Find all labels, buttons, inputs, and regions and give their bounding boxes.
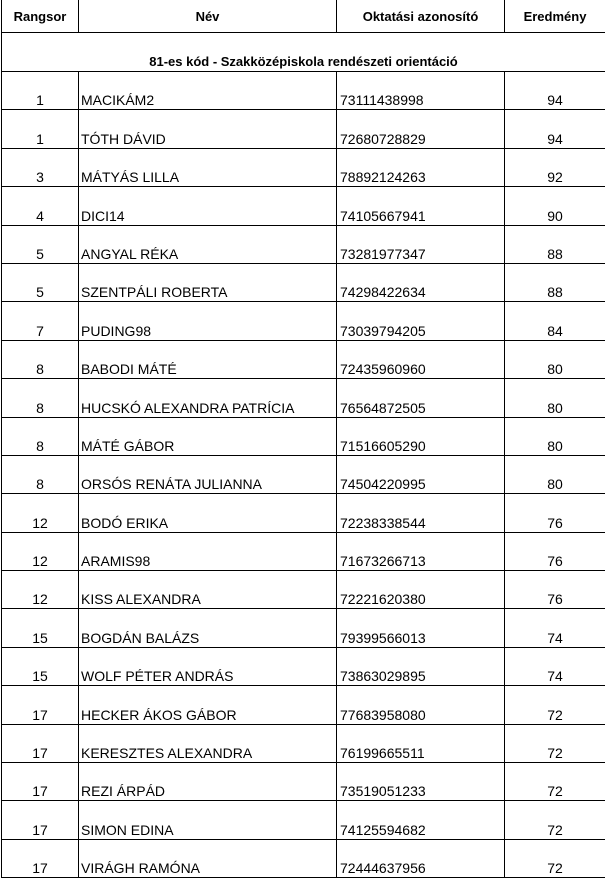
table-row — [2, 148, 605, 186]
id-cell: 76199665511 — [337, 724, 505, 762]
result-cell: 76 — [505, 571, 605, 609]
name-cell: BABODI MÁTÉ — [79, 340, 337, 378]
table-row — [2, 455, 605, 493]
result-cell: 74 — [505, 647, 605, 685]
name-cell: BODÓ ERIKA — [79, 494, 337, 532]
name-cell: REZI ÁRPÁD — [79, 763, 337, 801]
table-row — [2, 839, 605, 877]
result-cell: 88 — [505, 263, 605, 301]
result-cell: 94 — [505, 110, 605, 148]
result-cell: 74 — [505, 609, 605, 647]
table-row — [2, 686, 605, 724]
header-row — [2, 0, 605, 33]
id-cell: 78892124263 — [337, 148, 505, 186]
rank-cell: 17 — [2, 724, 79, 762]
result-cell: 80 — [505, 379, 605, 417]
name-cell: SZENTPÁLI ROBERTA — [79, 263, 337, 301]
table-row — [2, 647, 605, 685]
table-row — [2, 801, 605, 839]
table-row — [2, 72, 605, 110]
header-id: Oktatási azonosító — [337, 0, 505, 33]
result-cell: 72 — [505, 763, 605, 801]
header-result: Eredmény — [505, 0, 605, 33]
id-cell: 72680728829 — [337, 110, 505, 148]
id-cell: 74298422634 — [337, 263, 505, 301]
table-row — [2, 609, 605, 647]
id-cell: 76564872505 — [337, 379, 505, 417]
table-row — [2, 340, 605, 378]
rank-cell: 8 — [2, 417, 79, 455]
result-cell: 84 — [505, 302, 605, 340]
header-rank: Rangsor — [2, 0, 79, 33]
name-cell: KERESZTES ALEXANDRA — [79, 724, 337, 762]
name-cell: VIRÁGH RAMÓNA — [79, 839, 337, 877]
header-name: Név — [79, 0, 337, 33]
id-cell: 77683958080 — [337, 686, 505, 724]
result-cell: 76 — [505, 494, 605, 532]
result-cell: 72 — [505, 686, 605, 724]
result-cell: 80 — [505, 455, 605, 493]
rank-cell: 12 — [2, 494, 79, 532]
name-cell: BOGDÁN BALÁZS — [79, 609, 337, 647]
rank-cell: 15 — [2, 609, 79, 647]
section-row — [2, 33, 605, 72]
table-row — [2, 571, 605, 609]
rank-cell: 8 — [2, 340, 79, 378]
id-cell: 73519051233 — [337, 763, 505, 801]
id-cell: 72444637956 — [337, 839, 505, 877]
id-cell: 72221620380 — [337, 571, 505, 609]
id-cell: 74125594682 — [337, 801, 505, 839]
result-cell: 90 — [505, 187, 605, 225]
name-cell: HUCSKÓ ALEXANDRA PATRÍCIA — [79, 379, 337, 417]
name-cell: MÁTYÁS LILLA — [79, 148, 337, 186]
id-cell: 79399566013 — [337, 609, 505, 647]
table-row — [2, 110, 605, 148]
result-cell: 80 — [505, 340, 605, 378]
table-row — [2, 494, 605, 532]
name-cell: PUDING98 — [79, 302, 337, 340]
name-cell: SIMON EDINA — [79, 801, 337, 839]
rank-cell: 5 — [2, 225, 79, 263]
rank-cell: 1 — [2, 72, 79, 110]
result-cell: 76 — [505, 532, 605, 570]
result-cell: 72 — [505, 724, 605, 762]
table-row — [2, 532, 605, 570]
name-cell: MÁTÉ GÁBOR — [79, 417, 337, 455]
result-cell: 94 — [505, 72, 605, 110]
rank-cell: 5 — [2, 263, 79, 301]
table-row — [2, 724, 605, 762]
name-cell: KISS ALEXANDRA — [79, 571, 337, 609]
rank-cell: 17 — [2, 763, 79, 801]
name-cell: ANGYAL RÉKA — [79, 225, 337, 263]
result-cell: 80 — [505, 417, 605, 455]
table-row — [2, 379, 605, 417]
name-cell: DICI14 — [79, 187, 337, 225]
rank-cell: 12 — [2, 532, 79, 570]
name-cell: HECKER ÁKOS GÁBOR — [79, 686, 337, 724]
name-cell: ORSÓS RENÁTA JULIANNA — [79, 455, 337, 493]
id-cell: 72238338544 — [337, 494, 505, 532]
table-row — [2, 187, 605, 225]
name-cell: MACIKÁM2 — [79, 72, 337, 110]
rank-cell: 1 — [2, 110, 79, 148]
rank-cell: 17 — [2, 801, 79, 839]
rank-cell: 4 — [2, 187, 79, 225]
section-title: 81-es kód - Szakközépiskola rendészeti orientáció — [2, 33, 605, 72]
rank-cell: 7 — [2, 302, 79, 340]
id-cell: 73281977347 — [337, 225, 505, 263]
rank-cell: 12 — [2, 571, 79, 609]
rank-cell: 15 — [2, 647, 79, 685]
id-cell: 73863029895 — [337, 647, 505, 685]
id-cell: 71516605290 — [337, 417, 505, 455]
rank-cell: 17 — [2, 686, 79, 724]
name-cell: WOLF PÉTER ANDRÁS — [79, 647, 337, 685]
rank-cell: 8 — [2, 455, 79, 493]
result-cell: 92 — [505, 148, 605, 186]
result-cell: 72 — [505, 839, 605, 877]
table-row — [2, 417, 605, 455]
rank-cell: 8 — [2, 379, 79, 417]
result-cell: 88 — [505, 225, 605, 263]
name-cell: ARAMIS98 — [79, 532, 337, 570]
id-cell: 73111438998 — [337, 72, 505, 110]
table-row — [2, 263, 605, 301]
table-row — [2, 763, 605, 801]
name-cell: TÓTH DÁVID — [79, 110, 337, 148]
rank-cell: 17 — [2, 839, 79, 877]
table-row — [2, 225, 605, 263]
ranking-table — [1, 0, 605, 878]
id-cell: 74105667941 — [337, 187, 505, 225]
id-cell: 73039794205 — [337, 302, 505, 340]
rank-cell: 3 — [2, 148, 79, 186]
result-cell: 72 — [505, 801, 605, 839]
id-cell: 74504220995 — [337, 455, 505, 493]
id-cell: 71673266713 — [337, 532, 505, 570]
table-row — [2, 302, 605, 340]
id-cell: 72435960960 — [337, 340, 505, 378]
